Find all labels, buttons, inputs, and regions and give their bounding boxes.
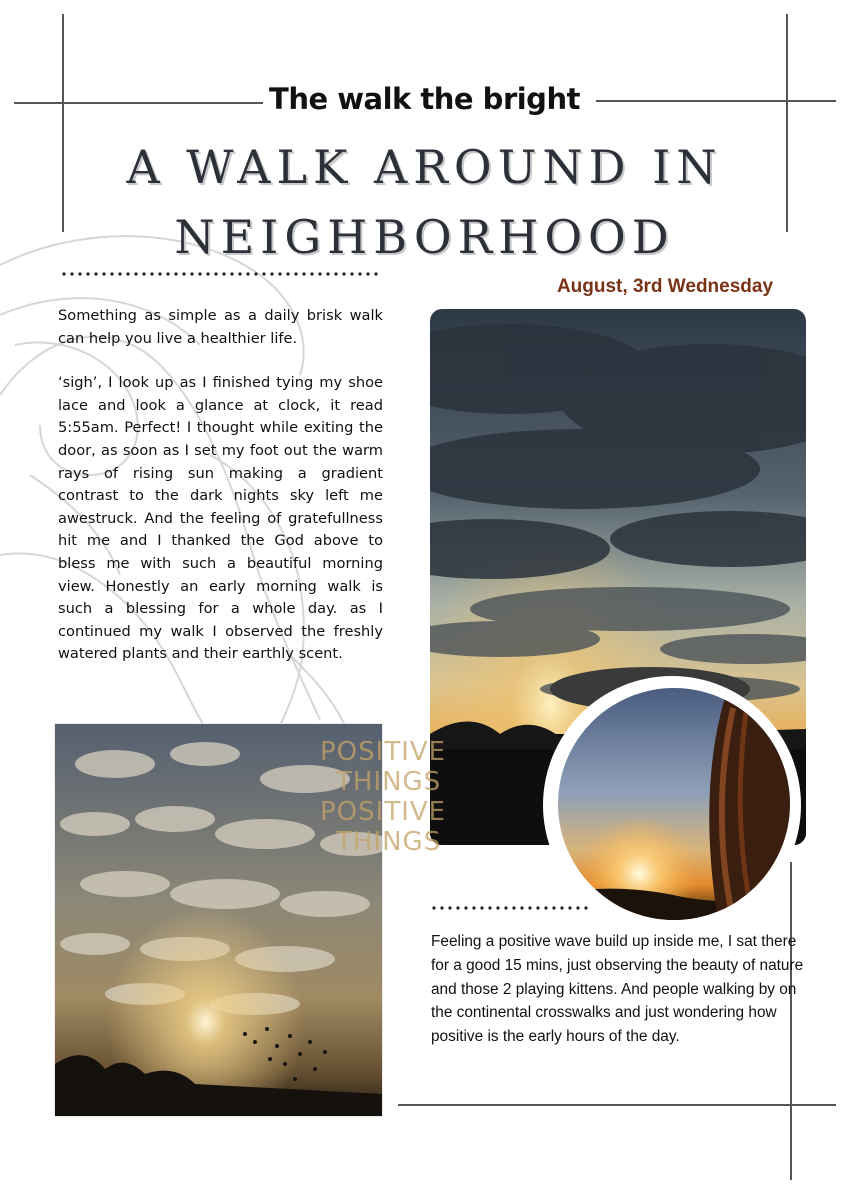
positive-things-stamp bbox=[320, 737, 485, 857]
stamp-line-1: POSITIVE bbox=[320, 737, 447, 767]
body-text-right: Feeling a positive wave build up inside me, I sat there for a good 15 mins, just observing the beauty of nature and those 2 playing kittens. And people walking by on the continental crosswalks and just wondering how positive is the early hours of the day. bbox=[431, 933, 804, 1046]
title-line-2: NEIGHBORHOOD bbox=[174, 210, 675, 264]
frame-line-bottom bbox=[398, 1104, 836, 1106]
dotted-divider-bottom bbox=[430, 905, 590, 911]
title-line-1: A WALK AROUND IN bbox=[126, 140, 723, 194]
story-paragraph: ‘sigh’, I look up as I finished tying my shoe lace and look a glance at clock, it read 5:55am. Perfect! I thought while exiting the door, as soon as I set my foot out the warm rays of rising sun making a gradient contrast to the dark nights sky left me awestruck. And the feeling of gratefullness hit me and I thanked the God above to bless me with such a beautiful morning view. Honestly an early morning walk is such a blessing for a whole day. as I continued my walk I observed the freshly watered plants and their earthly scent. bbox=[58, 374, 383, 663]
kicker-heading: The walk the bright bbox=[0, 82, 849, 116]
stamp-line-4: THINGS bbox=[336, 827, 442, 857]
dotted-divider-top bbox=[60, 271, 382, 277]
inset-sunset-photo bbox=[558, 688, 790, 920]
frame-line-left bbox=[62, 14, 64, 232]
frame-line-right-top bbox=[786, 14, 788, 232]
body-text-left bbox=[58, 305, 383, 666]
stamp-line-3: POSITIVE bbox=[320, 797, 447, 827]
stamp-line-2: THINGS bbox=[336, 767, 442, 797]
intro-paragraph: Something as simple as a daily brisk walk can help you live a healthier life. bbox=[58, 307, 383, 347]
date-label: August, 3rd Wednesday bbox=[556, 276, 774, 297]
